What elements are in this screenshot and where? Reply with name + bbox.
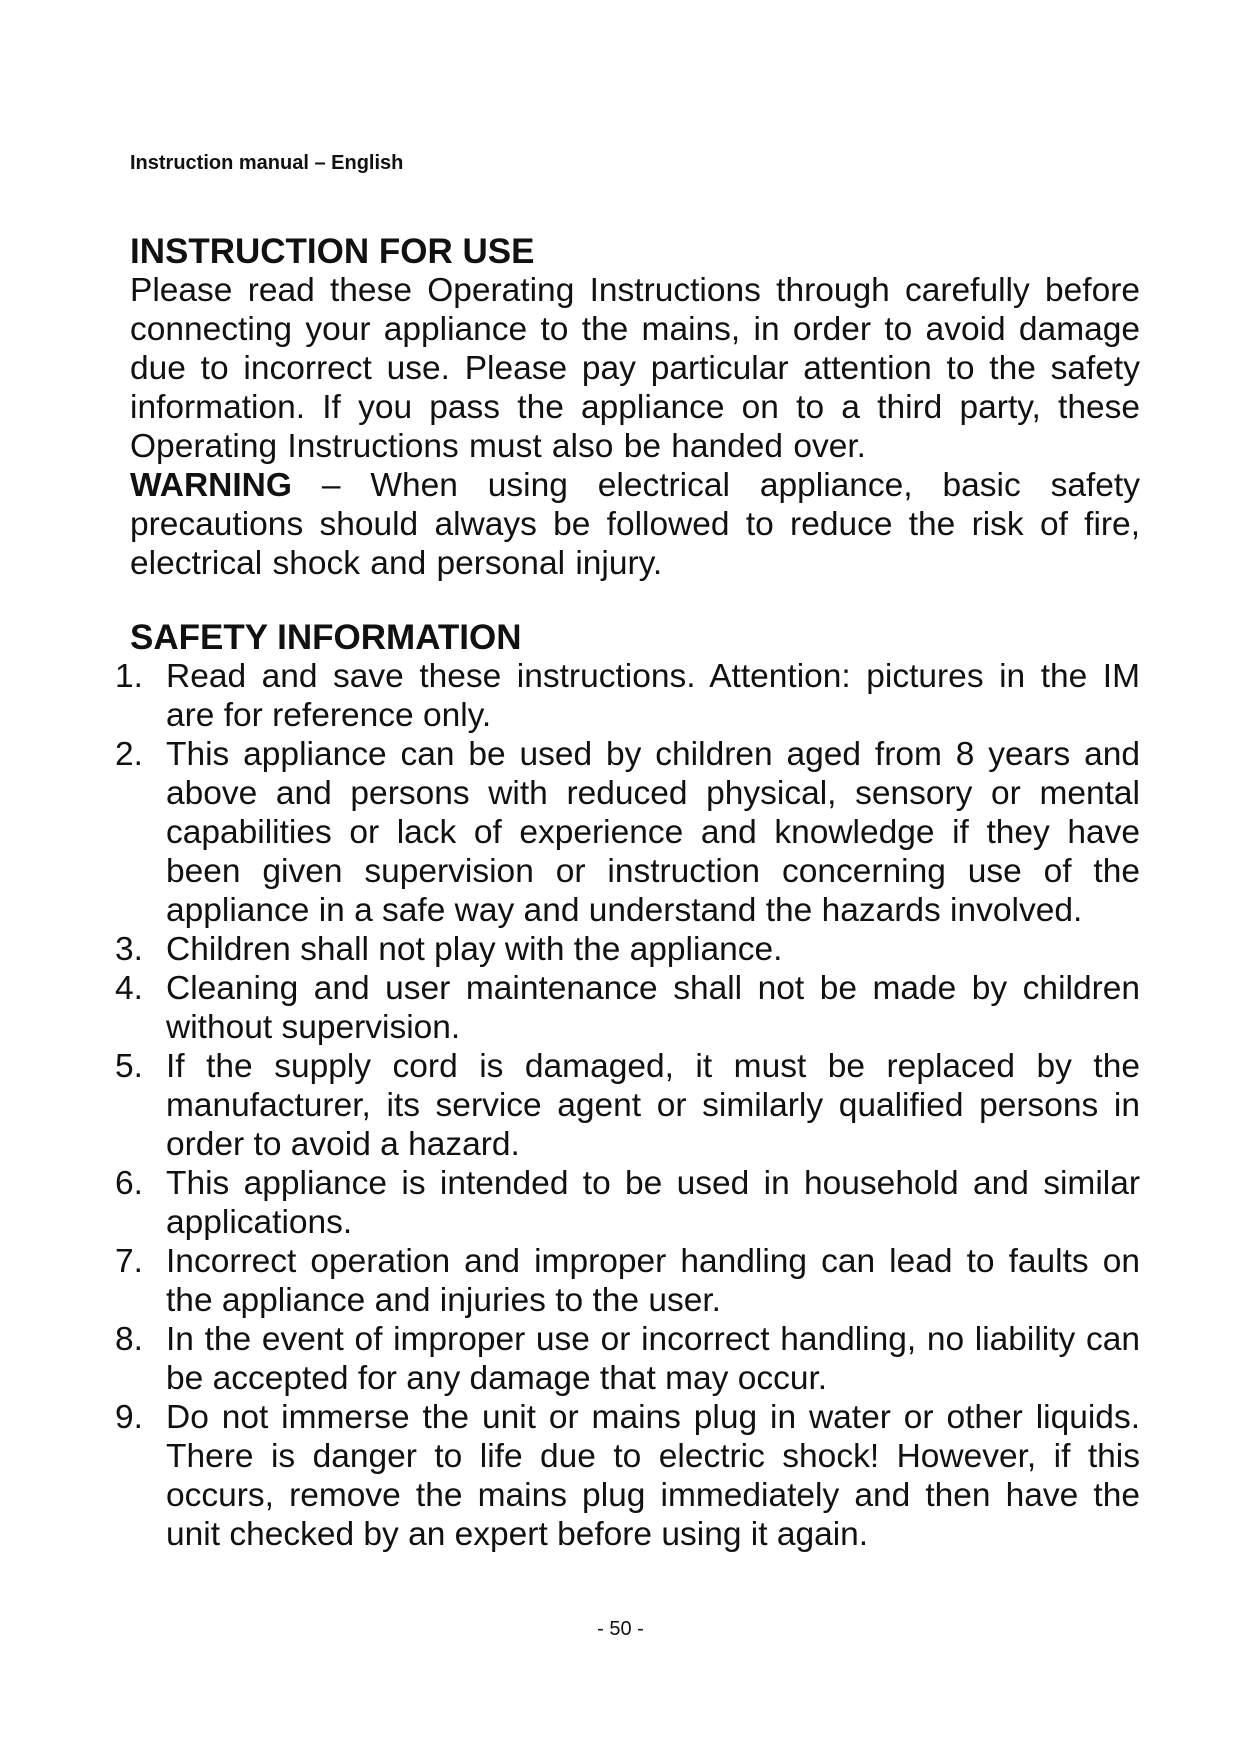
list-item-text: This appliance is intended to be used in household and similar applications. — [166, 1165, 1140, 1241]
safety-list-item — [115, 930, 1140, 969]
safety-list-item — [115, 1242, 1140, 1320]
list-item-number: 2. — [115, 736, 143, 773]
list-item-text: Do not immerse the unit or mains plug in water or other liquids. There is danger to life due to electric shock! However, if this occurs, remove the mains plug immediately and then have the unit checked by an expert before using it again. — [166, 1399, 1140, 1553]
list-item-number: 9. — [115, 1399, 143, 1436]
safety-list — [115, 657, 1140, 1554]
safety-list-item — [115, 1320, 1140, 1398]
warning-text: – When using electrical appliance, basic safety precautions should always be followed to reduce the risk of fire, electrical shock and personal injury. — [130, 467, 1140, 582]
list-item-text: Cleaning and user maintenance shall not be made by children without supervision. — [166, 970, 1140, 1046]
list-item-number: 4. — [115, 970, 143, 1007]
list-item-number: 3. — [115, 931, 143, 968]
list-item-number: 6. — [115, 1165, 143, 1202]
list-item-number: 8. — [115, 1321, 143, 1358]
list-item-text: In the event of improper use or incorrect handling, no liability can be accepted for any damage that may occur. — [166, 1321, 1140, 1397]
list-item-number: 1. — [115, 658, 143, 695]
safety-list-item — [115, 1047, 1140, 1164]
list-item-number: 5. — [115, 1048, 143, 1085]
instruction-paragraph: Please read these Operating Instructions through carefully before connecting your appliance to the mains, in order to avoid damage due to incorrect use. Please pay particular attention to the safety information. If you pass the appliance on to a third party, these Operating Instructions must also be handed over. — [130, 272, 1140, 465]
list-item-text: This appliance can be used by children aged from 8 years and above and persons with reduced physical, sensory or mental capabilities or lack of experience and knowledge if they have been given supervision or instruction concerning use of the appliance in a safe way and understand the hazards involved. — [166, 736, 1140, 929]
list-item-text: Incorrect operation and improper handling can lead to faults on the appliance and injuries to the user. — [166, 1243, 1140, 1319]
manual-header-label: Instruction manual – English — [130, 152, 404, 174]
list-item-text: If the supply cord is damaged, it must be replaced by the manufacturer, its service agent or similarly qualified persons in order to avoid a hazard. — [166, 1048, 1140, 1163]
safety-section-title: SAFETY INFORMATION — [130, 618, 522, 657]
instruction-section-title: INSTRUCTION FOR USE — [130, 232, 535, 271]
list-item-text: Children shall not play with the appliance. — [166, 931, 783, 968]
safety-list-item — [115, 1398, 1140, 1554]
safety-list-item — [115, 657, 1140, 735]
list-item-text: Read and save these instructions. Attention: pictures in the IM are for reference only. — [166, 658, 1140, 734]
section-spacer — [130, 583, 1140, 618]
warning-label: WARNING — [130, 467, 292, 504]
warning-paragraph — [130, 466, 1140, 583]
list-item-number: 7. — [115, 1243, 143, 1280]
safety-list-item — [115, 1164, 1140, 1242]
page-number: - 50 - — [597, 1618, 644, 1640]
manual-content — [115, 232, 1140, 1554]
safety-list-item — [115, 735, 1140, 930]
safety-list-item — [115, 969, 1140, 1047]
